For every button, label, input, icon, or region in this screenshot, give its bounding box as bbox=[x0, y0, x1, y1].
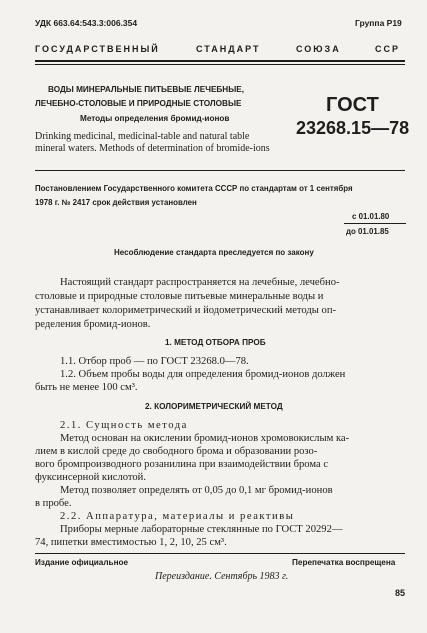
decree-line2: 1978 г. № 2417 срок действия установлен bbox=[35, 198, 197, 207]
section2-1-line-4: фуксинсерной кислотой. bbox=[35, 472, 147, 483]
group-code: Группа Р19 bbox=[355, 18, 402, 28]
law-warning: Несоблюдение стандарта преследуется по закону bbox=[114, 248, 314, 257]
section2-1-line-6: в пробе. bbox=[35, 498, 72, 509]
section1-line-2: 1.2. Объем пробы воды для определения бромид-ионов должен bbox=[60, 369, 346, 380]
reissue-note: Переиздание. Сентябрь 1983 г. bbox=[155, 571, 289, 582]
title-ru-line1: ВОДЫ МИНЕРАЛЬНЫЕ ПИТЬЕВЫЕ ЛЕЧЕБНЫЕ, bbox=[48, 85, 244, 94]
section2-1-title: 2.1. Сущность метода bbox=[60, 420, 188, 431]
section2-1-line-3: вого бромпроизводного розанилина при взаимодействии брома с bbox=[35, 459, 329, 470]
intro-line-3: устанавливает колориметрический и йодометрический методы оп- bbox=[35, 305, 337, 316]
banner-word-2: СТАНДАРТ bbox=[196, 44, 261, 54]
udk-code: УДК 663.64:543.3:006.354 bbox=[35, 18, 138, 28]
title-ru-line2: ЛЕЧЕБНО-СТОЛОВЫЕ И ПРИРОДНЫЕ СТОЛОВЫЕ bbox=[35, 99, 242, 108]
banner-word-3: СОЮЗА bbox=[296, 44, 341, 54]
gost-label: ГОСТ bbox=[326, 94, 379, 116]
page-number: 85 bbox=[395, 588, 406, 598]
section1-line-1: 1.1. Отбор проб — по ГОСТ 23268.0—78. bbox=[60, 356, 249, 367]
decree-line1: Постановлением Государственного комитета СССР по стандартам от 1 сентября bbox=[35, 184, 353, 193]
intro-line-2: столовые и природные столовые питьевые минеральные воды и bbox=[35, 291, 324, 302]
banner-word-4: ССР bbox=[375, 44, 401, 54]
validity-to: до 01.01.85 bbox=[346, 227, 389, 236]
section2-heading: 2. КОЛОРИМЕТРИЧЕСКИЙ МЕТОД bbox=[145, 402, 283, 411]
validity-from: с 01.01.80 bbox=[352, 212, 390, 221]
section2-1-line-5: Метод позволяет определять от 0,05 до 0,1 мг бромид-ионов bbox=[60, 485, 333, 496]
intro-line-1: Настоящий стандарт распространяется на лечебные, лечебно- bbox=[60, 277, 340, 288]
banner-rule-bottom bbox=[35, 64, 405, 65]
title-ru-subtitle: Методы определения бромид-ионов bbox=[80, 114, 230, 123]
banner-rule-top bbox=[35, 60, 405, 62]
section2-1-line-2: лием в кислой среде до свободного брома и образовании розо- bbox=[35, 446, 318, 457]
section2-2-title: 2.2. Аппаратура, материалы и реактивы bbox=[60, 511, 295, 522]
section2-1-line-1: Метод основан на окислении бромид-ионов хромовокислым ка- bbox=[60, 433, 350, 444]
intro-line-4: ределения бромид-ионов. bbox=[35, 319, 151, 330]
section1-heading: 1. МЕТОД ОТБОРА ПРОБ bbox=[165, 338, 266, 347]
section1-line-3: быть не менее 100 см³. bbox=[35, 382, 138, 393]
title-en-line1: Drinking medicinal, medicinal-table and natural table bbox=[35, 131, 250, 142]
title-rule bbox=[35, 170, 405, 171]
official-edition: Издание официальное bbox=[35, 558, 129, 567]
footer-rule bbox=[35, 553, 405, 554]
reprint-prohibited: Перепечатка воспрещена bbox=[292, 558, 396, 567]
section2-2-line-1: Приборы мерные лабораторные стеклянные по ГОСТ 20292— bbox=[60, 524, 343, 535]
section2-2-line-2: 74, пипетки вместимостью 1, 2, 10, 25 см³. bbox=[35, 537, 227, 548]
validity-rule bbox=[344, 223, 406, 224]
title-en-line2: mineral waters. Methods of determination of bromide-ions bbox=[35, 143, 270, 154]
banner-word-1: ГОСУДАРСТВЕННЫЙ bbox=[35, 44, 160, 54]
gost-number: 23268.15—78 bbox=[296, 118, 410, 138]
